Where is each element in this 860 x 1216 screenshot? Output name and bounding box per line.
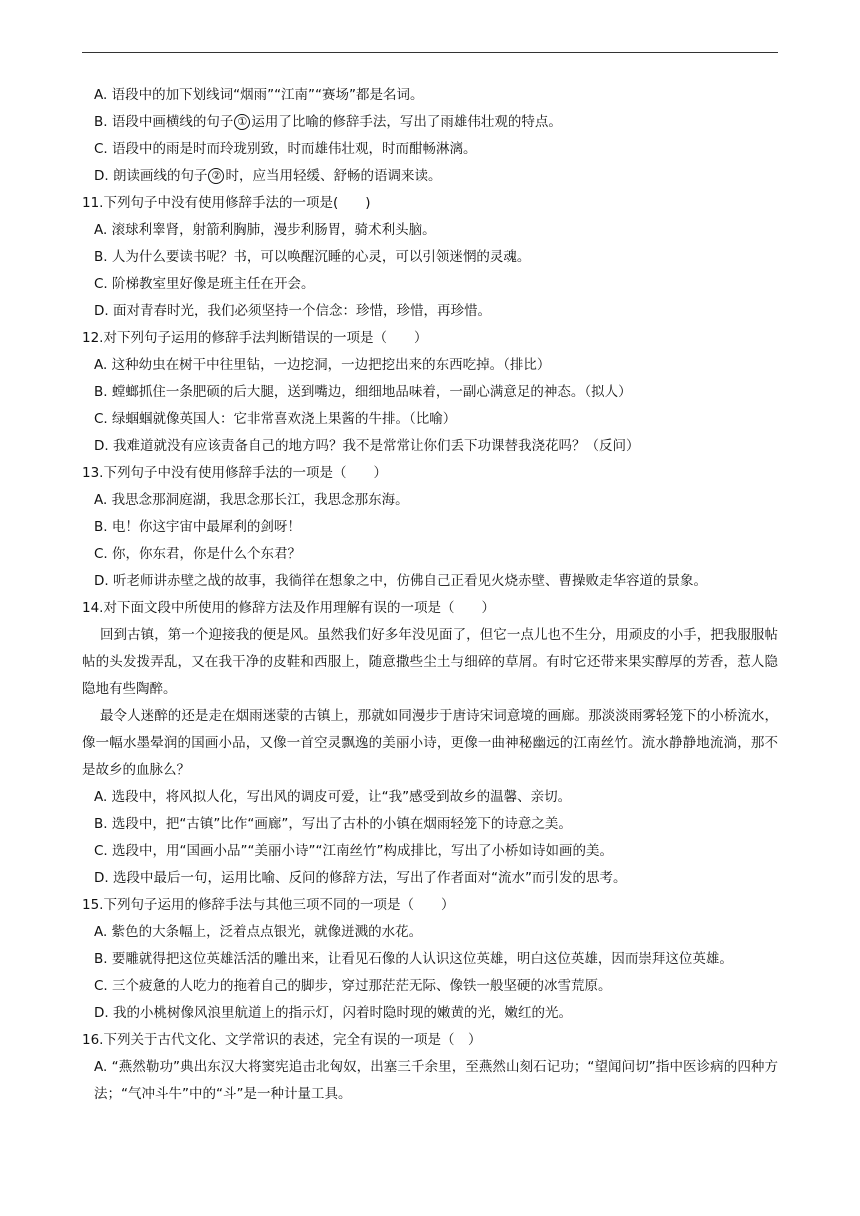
option-a-q14: A. 选段中，将风拟人化，写出风的调皮可爱，让“我”感受到故乡的温馨、亲切。 bbox=[94, 789, 572, 805]
option-text: B. 语段中画横线的句子 bbox=[94, 114, 234, 130]
option-d-q11: D. 面对青春时光，我们必须坚持一个信念：珍惜，珍惜，再珍惜。 bbox=[94, 303, 491, 319]
option-c-q10: C. 语段中的雨是时而玲珑别致，时而雄伟壮观，时而酣畅淋漓。 bbox=[94, 141, 477, 157]
option-d-q13: D. 听老师讲赤壁之战的故事，我徜徉在想象之中，仿佛自己正看见火烧赤壁、曹操败走华容道的景象。 bbox=[94, 573, 707, 589]
option-a-q15: A. 紫色的大条幅上，泛着点点银光，就像迸溅的水花。 bbox=[94, 924, 423, 940]
option-text: 时，应当用轻缓、舒畅的语调来读。 bbox=[225, 168, 442, 184]
question-12-stem: 12.对下列句子运用的修辞手法判断错误的一项是（ ） bbox=[82, 330, 428, 346]
option-text: D. 朗读画线的句子 bbox=[94, 168, 208, 184]
circled-number: ① bbox=[234, 114, 250, 130]
passage-paragraph-2: 最令人迷醉的还是走在烟雨迷蒙的古镇上，那就如同漫步于唐诗宋词意境的画廊。那淡淡雨雾轻笼下的小桥流水，像一幅水墨晕润的国画小品，又像一首空灵飘逸的美丽小诗，更像一曲神秘幽远的江南丝竹。流水静静地流淌，那不是故乡的血脉么？ bbox=[82, 708, 778, 778]
option-b-q11: B. 人为什么要读书呢？书，可以唤醒沉睡的心灵，可以引领迷惘的灵魂。 bbox=[94, 249, 531, 265]
option-b-q14: B. 选段中，把“古镇”比作“画廊”，写出了古朴的小镇在烟雨轻笼下的诗意之美。 bbox=[94, 816, 572, 832]
option-d-q14: D. 选段中最后一句，运用比喻、反问的修辞方法，写出了作者面对“流水”而引发的思考。 bbox=[94, 870, 627, 886]
option-d-q10 bbox=[82, 163, 778, 190]
question-14-stem: 14.对下面文段中所使用的修辞方法及作用理解有误的一项是（ ） bbox=[82, 600, 495, 616]
option-b-q12: B. 螳螂抓住一条肥硕的后大腿，送到嘴边，细细地品味着，一副心满意足的神态。（拟人） bbox=[94, 384, 632, 400]
question-13-stem: 13.下列句子中没有使用修辞手法的一项是（ ） bbox=[82, 465, 387, 481]
option-c-q14: C. 选段中，用“国画小品”“美丽小诗”“江南丝竹”构成排比，写出了小桥如诗如画的美。 bbox=[94, 843, 613, 859]
option-a-q10: A. 语段中的加下划线词“烟雨”“江南”“赛场”都是名词。 bbox=[94, 87, 424, 103]
option-a-q12: A. 这种幼虫在树干中往里钻，一边挖洞，一边把挖出来的东西吃掉。（排比） bbox=[94, 357, 551, 373]
option-b-q15: B. 要雕就得把这位英雄活活的雕出来，让看见石像的人认识这位英雄，明白这位英雄，因而崇拜这位英雄。 bbox=[94, 951, 733, 967]
option-a-q13: A. 我思念那洞庭湖，我思念那长江，我思念那东海。 bbox=[94, 492, 409, 508]
option-c-q15: C. 三个疲惫的人吃力的拖着自己的脚步，穿过那茫茫无际、像铁一般坚硬的冰雪荒原。 bbox=[94, 978, 612, 994]
option-b-q10 bbox=[82, 109, 778, 136]
header-rule bbox=[82, 52, 778, 53]
option-text: 运用了比喻的修辞手法，写出了雨雄伟壮观的特点。 bbox=[251, 114, 562, 130]
option-a-q16: A. “燕然勒功”典出东汉大将窦宪追击北匈奴，出塞三千余里，至燕然山刻石记功；“望闻问切”指中医诊病的四种方法；“气冲斗牛”中的“斗”是一种计量工具。 bbox=[94, 1059, 778, 1102]
question-15-stem: 15.下列句子运用的修辞手法与其他三项不同的一项是（ ） bbox=[82, 897, 455, 913]
circled-number: ② bbox=[208, 168, 224, 184]
option-c-q13: C. 你，你东君，你是什么个东君？ bbox=[94, 546, 302, 562]
document-body bbox=[82, 82, 778, 1108]
option-d-q12: D. 我难道就没有应该责备自己的地方吗？我不是常常让你们丢下功课替我浇花吗？（反问） bbox=[94, 438, 640, 454]
option-d-q15: D. 我的小桃树像风浪里航道上的指示灯，闪着时隐时现的嫩黄的光，嫩红的光。 bbox=[94, 1005, 572, 1021]
passage-paragraph-1: 回到古镇，第一个迎接我的便是风。虽然我们好多年没见面了，但它一点儿也不生分，用顽皮的小手，把我服服帖帖的头发拨弄乱，又在我干净的皮鞋和西服上，随意撒些尘土与细碎的草屑。有时它还带来果实醇厚的芳香，惹人隐隐地有些陶醉。 bbox=[82, 627, 778, 697]
option-b-q13: B. 电！你这宇宙中最犀利的剑呀！ bbox=[94, 519, 301, 535]
option-c-q11: C. 阶梯教室里好像是班主任在开会。 bbox=[94, 276, 315, 292]
option-a-q11: A. 滚球利睾肾，射箭利胸肺，漫步利肠胃，骑术利头脑。 bbox=[94, 222, 436, 238]
question-11-stem: 11.下列句子中没有使用修辞手法的一项是( ) bbox=[82, 195, 371, 211]
question-16-stem: 16.下列关于古代文化、文学常识的表述，完全有误的一项是（ ） bbox=[82, 1032, 482, 1048]
option-c-q12: C. 绿蝈蝈就像英国人：它非常喜欢浇上果酱的牛排。（比喻） bbox=[94, 411, 457, 427]
